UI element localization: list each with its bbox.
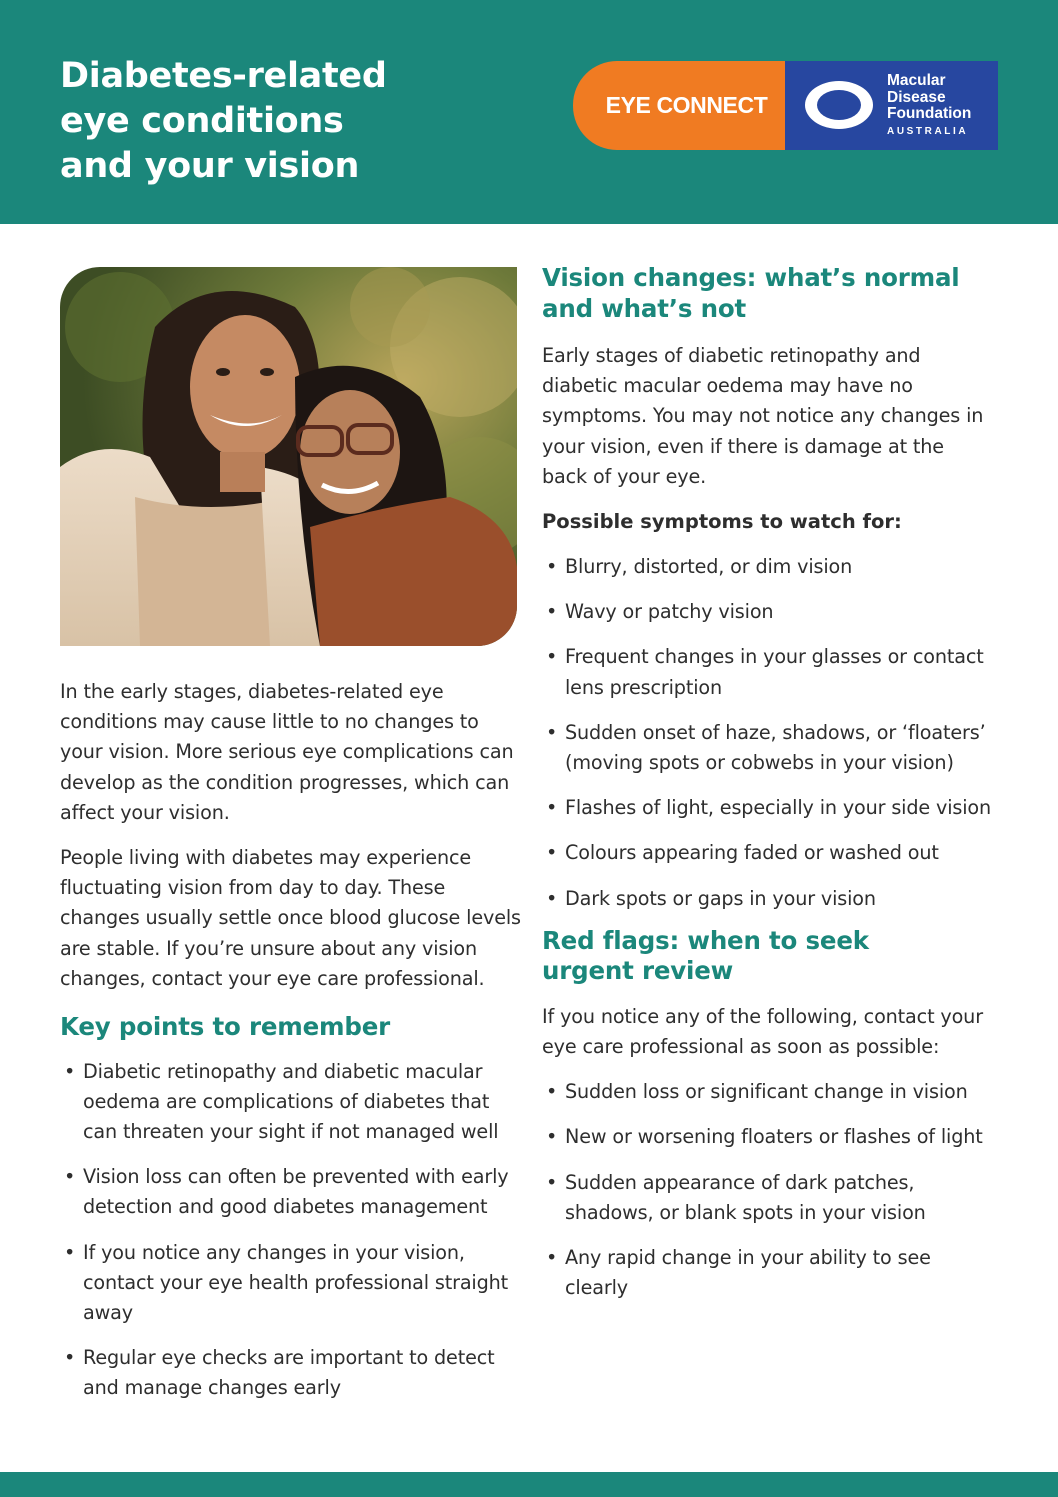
footer-bar	[0, 1472, 1058, 1497]
list-item: • Sudden appearance of dark patches, shadows, or blank spots in your vision	[542, 1168, 992, 1228]
key-points-list	[60, 1057, 522, 1404]
title-line: Diabetes-related	[60, 56, 387, 96]
key-points-heading: Key points to remember	[60, 1012, 390, 1042]
logo-program-block	[573, 61, 790, 150]
logo-program-label: EYE CONNECT	[605, 92, 768, 118]
symptoms-heading: Possible symptoms to watch for:	[542, 510, 902, 534]
list-item: • Dark spots or gaps in your vision	[542, 884, 992, 914]
header-banner	[0, 0, 1058, 224]
list-item: • If you notice any changes in your vision, contact your eye health professional straight away	[60, 1238, 522, 1329]
red-flags-intro: If you notice any of the following, contact your eye care professional as soon as possible:	[542, 1004, 983, 1059]
red-flags-list	[542, 1077, 992, 1303]
list-item: • Flashes of light, especially in your side vision	[542, 793, 992, 823]
logo-org-line: Foundation	[887, 105, 972, 122]
list-item: • Any rapid change in your ability to see clearly	[542, 1243, 992, 1303]
vision-changes-intro: Early stages of diabetic retinopathy and diabetic macular oedema may have no symptoms. You may not notice any changes in your vision, even if there is damage at the back of your eye.	[542, 344, 984, 488]
list-item: • Sudden onset of haze, shadows, or ‘floaters’ (moving spots or cobwebs in your vision)	[542, 718, 992, 778]
eye-connect-logo	[573, 61, 998, 150]
intro-paragraph: In the early stages, diabetes-related eye conditions may cause little to no changes to your vision. More serious eye complications can develop as the condition progresses, which can affect your vision.	[60, 680, 514, 824]
logo-foundation-name	[887, 73, 971, 140]
list-item: • Regular eye checks are important to detect and manage changes early	[60, 1343, 522, 1403]
title-line: eye conditions	[60, 101, 344, 141]
logo-country: AUSTRALIA	[887, 125, 969, 137]
title-line: and your vision	[60, 146, 360, 186]
left-column	[60, 677, 522, 1419]
hero-photo	[60, 267, 517, 646]
two-women-smiling-image	[60, 267, 517, 646]
list-item: • Blurry, distorted, or dim vision	[542, 552, 992, 582]
page-title	[60, 54, 387, 189]
heading-line: Red flags: when to seek	[542, 925, 869, 955]
red-flags-heading	[542, 926, 992, 987]
list-item: • Colours appearing faded or washed out	[542, 838, 992, 868]
list-item: • Wavy or patchy vision	[542, 597, 992, 627]
list-item: • Vision loss can often be prevented with early detection and good diabetes management	[60, 1162, 522, 1222]
list-item: • Sudden loss or significant change in vision	[542, 1077, 992, 1107]
list-item: • New or worsening floaters or flashes of light	[542, 1122, 992, 1152]
right-column	[542, 263, 992, 1318]
fluctuating-vision-paragraph: People living with diabetes may experience fluctuating vision from day to day. These changes usually settle once blood glucose levels are stable. If you’re unsure about any vision changes, contact your eye care professional.	[60, 846, 521, 990]
heading-line: urgent review	[542, 956, 734, 986]
list-item: • Diabetic retinopathy and diabetic macular oedema are complications of diabetes that can threaten your sight if not managed well	[60, 1057, 522, 1148]
symptoms-list	[542, 552, 992, 914]
logo-org-line: Macular	[887, 72, 946, 89]
vision-changes-heading	[542, 263, 992, 324]
list-item: • Frequent changes in your glasses or contact lens prescription	[542, 642, 992, 702]
heading-line: and what’s not	[542, 293, 746, 323]
eye-icon	[803, 78, 875, 132]
logo-foundation-block	[785, 61, 998, 150]
heading-line: Vision changes: what’s normal	[542, 263, 960, 292]
logo-org-line: Disease	[887, 88, 946, 106]
